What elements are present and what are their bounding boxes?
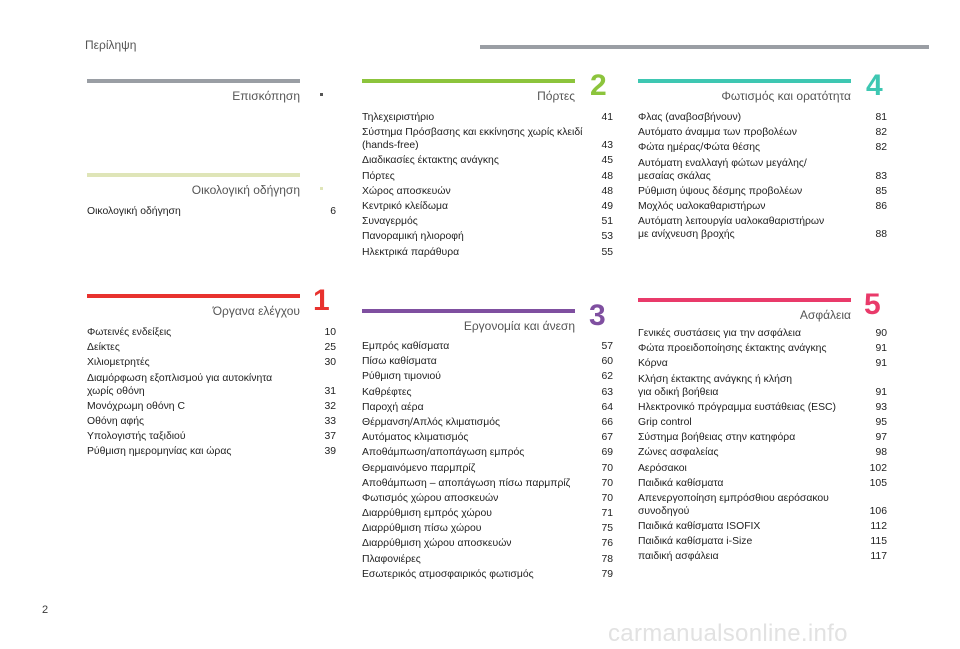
toc-entry[interactable] [638,401,887,414]
toc-entry-page: 91 [875,386,887,398]
section-eco-bullet [320,187,323,190]
toc-entry-label: Διαδικασίες έκτακτης ανάγκης [362,155,499,167]
toc-entry-label: Αποθάμπωση – αποπάγωση πίσω παρμπρίζ [362,477,571,489]
toc-entry[interactable] [638,200,887,213]
toc-entry-label: Ηλεκτρικά παράθυρα [362,246,460,258]
toc-entry-label: Εσωτερικός ατμοσφαιρικός φωτισμός [362,568,534,580]
toc-entry[interactable] [638,111,887,124]
toc-entry-page: 70 [601,462,613,474]
toc-entry[interactable] [362,507,613,520]
section-lighting-bar [638,79,851,83]
toc-entry-label: Διαρρύθμιση εμπρός χώρου [362,508,492,520]
section-ergonomics-bar [362,309,575,313]
toc-entry-page: 88 [875,229,887,241]
toc-entry-page: 76 [601,538,613,550]
toc-entry-page: 71 [601,508,613,520]
toc-entry-page: 41 [601,112,613,123]
toc-entry-page: 115 [870,536,887,548]
section-instruments-bar [87,294,300,298]
toc-entry[interactable] [362,230,613,243]
toc-entry-label: Κεντρικό κλείδωμα [362,200,449,212]
toc-entry[interactable] [638,342,887,355]
toc-entry[interactable] [638,357,887,370]
toc-entry-page: 79 [601,568,613,580]
toc-entry-label: Γενικές συστάσεις για την ασφάλεια [638,328,801,339]
toc-entry-label: Φώτα ημέρας/Φώτα θέσης [638,142,761,154]
toc-entry-label: Ζώνες ασφαλείας [638,447,719,459]
toc-entry[interactable] [362,462,613,475]
toc-entry[interactable] [362,370,613,383]
toc-entry-page: 33 [324,415,336,427]
toc-entry-label: παιδική ασφάλεια [638,551,719,563]
toc-entry-page: 30 [324,357,336,369]
section-safety-bar [638,298,851,302]
toc-entry-page: 75 [601,523,613,535]
toc-entry[interactable] [87,356,336,369]
toc-entry-page: 63 [601,386,613,398]
section-overview-bullet [320,93,323,96]
toc-list-instruments [87,326,336,461]
toc-entry-label: Απενεργοποίηση εμπρόσθιου αερόσακου συνοδηγού [638,492,829,517]
page-header-title: Περίληψη [85,38,137,52]
toc-entry-page: 106 [869,505,887,517]
toc-entry[interactable] [362,568,613,581]
toc-entry-label: Κόρνα [638,358,668,370]
toc-entry[interactable] [638,492,887,518]
toc-entry[interactable] [362,170,613,183]
toc-entry-page: 39 [324,446,336,458]
toc-entry-page: 105 [869,477,887,489]
toc-entry-page: 53 [601,231,613,243]
toc-entry-page: 60 [601,356,613,368]
toc-entry[interactable] [87,372,336,398]
toc-entry-label: Grip control [638,416,692,428]
toc-entry[interactable] [362,185,613,198]
toc-entry-page: 55 [601,246,613,258]
toc-entry[interactable] [362,154,613,167]
toc-entry-label: Ρύθμιση ύψους δέσμης προβολέων [638,185,803,197]
toc-entry-label: Δείκτες [87,342,120,354]
toc-entry-label: Πόρτες [362,170,395,182]
toc-entry-label: Υπολογιστής ταξιδιού [87,431,186,443]
toc-entry[interactable] [362,111,613,124]
toc-entry-label: Αυτόματη εναλλαγή φώτων μεγάλης/ μεσαίας σκάλας [638,157,807,182]
toc-entry-page: 95 [875,416,887,428]
toc-entry-page: 70 [601,492,613,504]
toc-entry-label: Ρύθμιση τιμονιού [362,371,441,383]
toc-entry[interactable] [362,446,613,459]
toc-entry-page: 81 [875,112,887,123]
section-doors-title: Πόρτες [537,89,575,103]
toc-entry-label: Αερόσακοι [638,462,687,474]
toc-entry-page: 6 [330,206,336,217]
toc-entry-label: Θερμαινόμενο παρμπρίζ [362,462,476,474]
toc-entry[interactable] [87,445,336,458]
toc-entry[interactable] [638,185,887,198]
toc-entry-label: Μοχλός υαλοκαθαριστήρων [638,200,766,212]
toc-entry-page: 51 [601,216,613,228]
toc-entry[interactable] [638,327,887,340]
toc-entry[interactable] [638,373,887,399]
toc-entry[interactable] [362,416,613,429]
toc-entry[interactable] [638,477,887,490]
toc-entry[interactable] [638,416,887,429]
toc-entry[interactable] [638,141,887,154]
toc-entry[interactable] [362,477,613,490]
toc-entry-label: Φώτα προειδοποίησης έκτακτης ανάγκης [638,343,827,355]
toc-list-doors [362,111,613,261]
toc-entry[interactable] [362,340,613,353]
toc-entry-label: Ρύθμιση ημερομηνίας και ώρας [87,446,232,458]
section-safety-title: Ασφάλεια [799,308,851,322]
toc-entry-label: Καθρέφτες [362,386,412,398]
toc-entry-page: 117 [870,551,887,563]
toc-entry-label: Κλήση έκτακτης ανάγκης ή κλήση για οδική βοήθεια [638,373,793,398]
toc-entry-label: Πλαφονιέρες [362,553,421,565]
toc-entry-label: Τηλεχειριστήριο [362,112,435,123]
toc-entry[interactable] [638,215,887,241]
section-overview-bar [87,79,300,83]
toc-entry-page: 69 [601,447,613,459]
toc-entry-page: 37 [324,431,336,443]
toc-entry-label: Χώρος αποσκευών [362,185,451,197]
toc-entry[interactable] [87,400,336,413]
section-ergonomics-title: Εργονομία και άνεση [463,319,575,333]
toc-entry-label: Αυτόματος κλιματισμός [362,432,469,444]
toc-entry-page: 57 [601,341,613,352]
page-number: 2 [42,604,49,616]
toc-entry[interactable] [362,126,613,152]
toc-entry[interactable] [87,326,336,339]
toc-entry-page: 43 [601,140,613,152]
toc-entry-page: 45 [601,155,613,167]
section-eco-bar [87,173,300,177]
toc-entry-label: Παιδικά καθίσματα [638,477,724,489]
section-instruments-title: Όργανα ελέγχου [212,304,300,318]
toc-entry[interactable] [362,431,613,444]
toc-entry-page: 91 [875,343,887,355]
toc-entry-label: Φωτεινές ενδείξεις [87,327,172,338]
toc-entry[interactable] [87,341,336,354]
toc-entry-label: Συναγερμός [362,216,418,228]
toc-entry-label: Μονόχρωμη οθόνη C [87,400,185,412]
toc-entry[interactable] [362,553,613,566]
toc-entry-label: Διαμόρφωση εξοπλισμού για αυτοκίνητα χωρίς οθόνη [87,372,273,397]
toc-entry-page: 86 [875,200,887,212]
toc-entry[interactable] [638,550,887,563]
toc-entry-label: Παιδικά καθίσματα i-Size [638,536,753,548]
toc-entry-page: 98 [875,447,887,459]
toc-entry-label: Εμπρός καθίσματα [362,341,450,352]
toc-entry-page: 97 [875,432,887,444]
toc-entry-label: Θέρμανση/Απλός κλιματισμός [362,416,500,428]
toc-entry[interactable] [362,215,613,228]
toc-entry-label: Παροχή αέρα [362,401,424,413]
toc-entry[interactable] [638,157,887,183]
toc-entry-page: 82 [875,142,887,154]
toc-entry-label: Παιδικά καθίσματα ISOFIX [638,521,761,533]
toc-entry-page: 25 [324,342,336,354]
toc-entry-label: Αυτόματη λειτουργία υαλοκαθαριστήρων με ανίχνευση βροχής [638,216,825,241]
toc-entry[interactable] [638,520,887,533]
toc-entry-label: Ηλεκτρονικό πρόγραμμα ευστάθειας (ESC) [638,401,836,413]
toc-list-lighting [638,111,887,243]
toc-entry-page: 31 [324,385,336,397]
toc-entry-page: 67 [601,432,613,444]
toc-entry-label: Αυτόματο άναμμα των προβολέων [638,127,797,139]
toc-entry-label: Οικολογική οδήγηση [87,206,181,217]
section-lighting-number: 4 [866,69,883,102]
toc-entry-page: 32 [324,400,336,412]
toc-entry[interactable] [638,462,887,475]
section-doors-number: 2 [590,69,607,102]
toc-entry[interactable] [638,431,887,444]
section-instruments-number: 1 [313,284,330,317]
toc-entry-label: Χιλιομετρητές [87,357,150,369]
section-overview-title: Επισκόπηση [232,89,300,103]
toc-entry-label: Πίσω καθίσματα [362,356,437,368]
toc-list-ergonomics [362,340,613,583]
toc-entry-page: 82 [875,127,887,139]
toc-entry-page: 10 [324,327,336,338]
toc-entry-page: 91 [875,358,887,370]
toc-entry-label: Οθόνη αφής [87,415,145,427]
toc-entry-page: 85 [875,185,887,197]
toc-entry[interactable] [87,415,336,428]
toc-entry-label: Φωτισμός χώρου αποσκευών [362,492,499,504]
toc-entry-page: 93 [875,401,887,413]
toc-entry[interactable] [638,126,887,139]
toc-entry-label: Αποθάμπωση/αποπάγωση εμπρός [362,447,525,459]
toc-list-eco [87,205,336,220]
section-ergonomics-number: 3 [589,299,606,332]
toc-entry-page: 90 [875,328,887,339]
toc-entry-page: 49 [601,200,613,212]
toc-entry-page: 83 [875,170,887,182]
toc-entry[interactable] [362,200,613,213]
toc-entry[interactable] [638,446,887,459]
toc-entry-page: 112 [870,521,887,533]
toc-entry-label: Σύστημα Πρόσβασης και εκκίνησης χωρίς κλειδί (hands-free) [362,127,583,152]
toc-entry-label: Πανοραμική ηλιοροφή [362,231,464,243]
toc-entry[interactable] [362,522,613,535]
toc-entry-page: 66 [601,416,613,428]
toc-entry-page: 70 [601,477,613,489]
toc-entry-page: 62 [601,371,613,383]
toc-entry-label: Σύστημα βοήθειας στην κατηφόρα [638,432,796,444]
toc-entry[interactable] [362,386,613,399]
toc-entry-label: Διαρρύθμιση χώρου αποσκευών [362,538,512,550]
toc-entry[interactable] [362,401,613,414]
header-divider [480,45,929,49]
toc-entry-page: 102 [869,462,887,474]
toc-entry[interactable] [87,430,336,443]
toc-entry[interactable] [362,492,613,505]
toc-entry-label: Φλας (αναβοσβήνουν) [638,112,742,123]
toc-entry-page: 78 [601,553,613,565]
section-eco-title: Οικολογική οδήγηση [191,183,300,197]
toc-entry[interactable] [87,205,336,218]
watermark-text: carmanualsonline.info [608,620,848,647]
toc-list-safety [638,327,887,566]
toc-entry[interactable] [362,537,613,550]
toc-entry-label: Διαρρύθμιση πίσω χώρου [362,523,482,535]
toc-entry[interactable] [362,246,613,259]
toc-entry-page: 48 [601,170,613,182]
toc-entry-page: 64 [601,401,613,413]
section-lighting-title: Φωτισμός και ορατότητα [721,89,851,103]
toc-entry[interactable] [638,535,887,548]
toc-entry-page: 48 [601,185,613,197]
section-safety-number: 5 [864,288,881,321]
toc-entry[interactable] [362,355,613,368]
section-doors-bar [362,79,575,83]
